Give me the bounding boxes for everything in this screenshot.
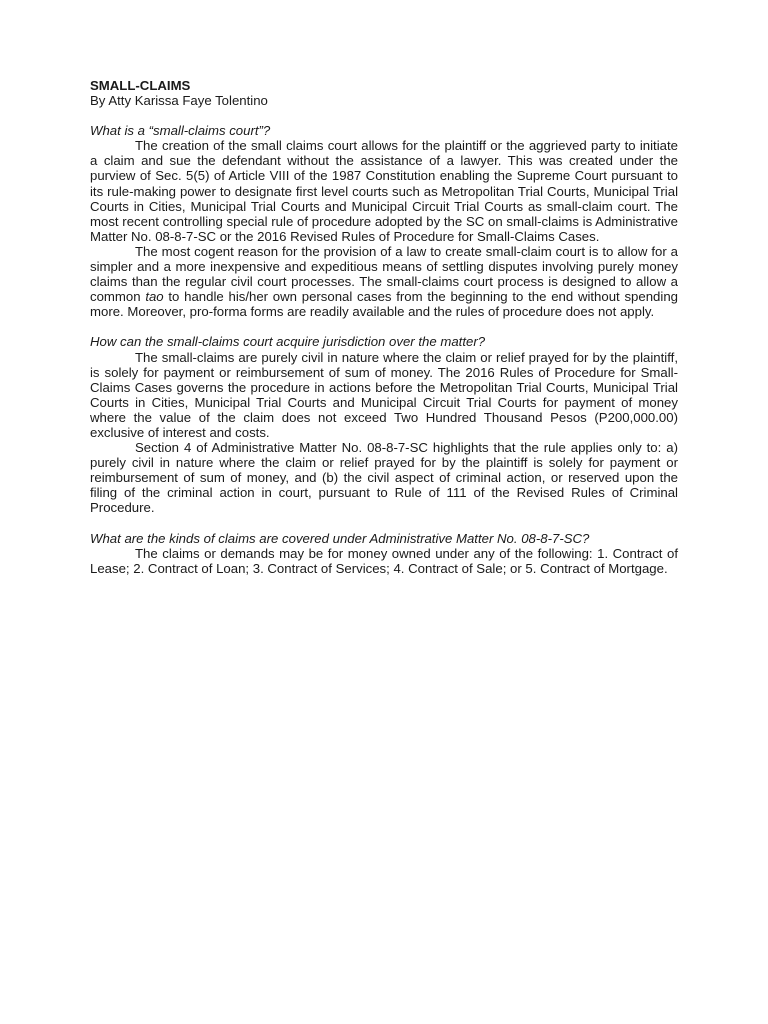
section-small-claims-court xyxy=(90,123,678,319)
paragraph-text: to handle his/her own personal cases from the beginning to the end without spending more. Moreover, pro-forma forms are readily available and the rules of procedure does not apply. xyxy=(90,289,678,320)
paragraph: The small-claims are purely civil in nature where the claim or relief prayed for by the plaintiff, is solely for payment or reimbursement of sum of money. The 2016 Rules of Procedure for Small-Claims Cases governs the procedure in actions before the Metropolitan Trial Courts, Municipal Trial Courts in Cities, Municipal Trial Courts and Municipal Circuit Trial Courts for payment of money where the value of the claim does not exceed Two Hundred Thousand Pesos (P200,000.00) exclusive of interest and costs. xyxy=(90,349,678,440)
section-question: What are the kinds of claims are covered under Administrative Matter No. 08-8-7-SC? xyxy=(90,530,590,546)
paragraph: Section 4 of Administrative Matter No. 08-8-7-SC highlights that the rule applies only to: a) purely civil in nature where the claim or relief prayed for by the plaintiff is solely for payment or reimbursement of sum of money, and (b) the civil aspect of criminal action, or reserved upon the filing of the criminal action in court, pursuant to Rule of 111 of the Revised Rules of Criminal Procedure. xyxy=(90,440,678,516)
section-question: How can the small-claims court acquire jurisdiction over the matter? xyxy=(90,334,486,350)
paragraph xyxy=(90,244,678,319)
section-kinds-of-claims xyxy=(90,531,678,576)
section-jurisdiction xyxy=(90,334,678,515)
document-title: SMALL-CLAIMS xyxy=(90,78,191,93)
paragraph-emphasis: tao xyxy=(145,289,164,305)
paragraph: The creation of the small claims court allows for the plaintiff or the aggrieved party to initiate a claim and sue the defendant without the assistance of a lawyer. This was created under the purview of Sec. 5(5) of Article VIII of the 1987 Constitution enabling the Supreme Court pursuant to its rule-making power to designate first level courts such as Metropolitan Trial Courts, Municipal Trial Courts in Cities, Municipal Trial Courts and Municipal Circuit Trial Courts as small-claim court. The most recent controlling special rule of procedure adopted by the SC on small-claims is Administrative Matter No. 08-8-7-SC or the 2016 Revised Rules of Procedure for Small-Claims Cases. xyxy=(90,138,678,244)
paragraph-text: The most cogent reason for the provision of a law to create small-claim court is to allow for a simpler and a more inexpensive and expeditious means of settling disputes involving purely money claims than the regular civil court processes. The small-claims court process is designed to allow a common xyxy=(90,243,678,305)
paragraph: The claims or demands may be for money owned under any of the following: 1. Contract of Lease; 2. Contract of Loan; 3. Contract of Services; 4. Contract of Sale; or 5. Contract of Mortgage. xyxy=(90,545,678,576)
document-author: By Atty Karissa Faye Tolentino xyxy=(90,93,268,109)
section-question: What is a “small-claims court”? xyxy=(90,123,271,139)
document-page xyxy=(90,78,678,591)
